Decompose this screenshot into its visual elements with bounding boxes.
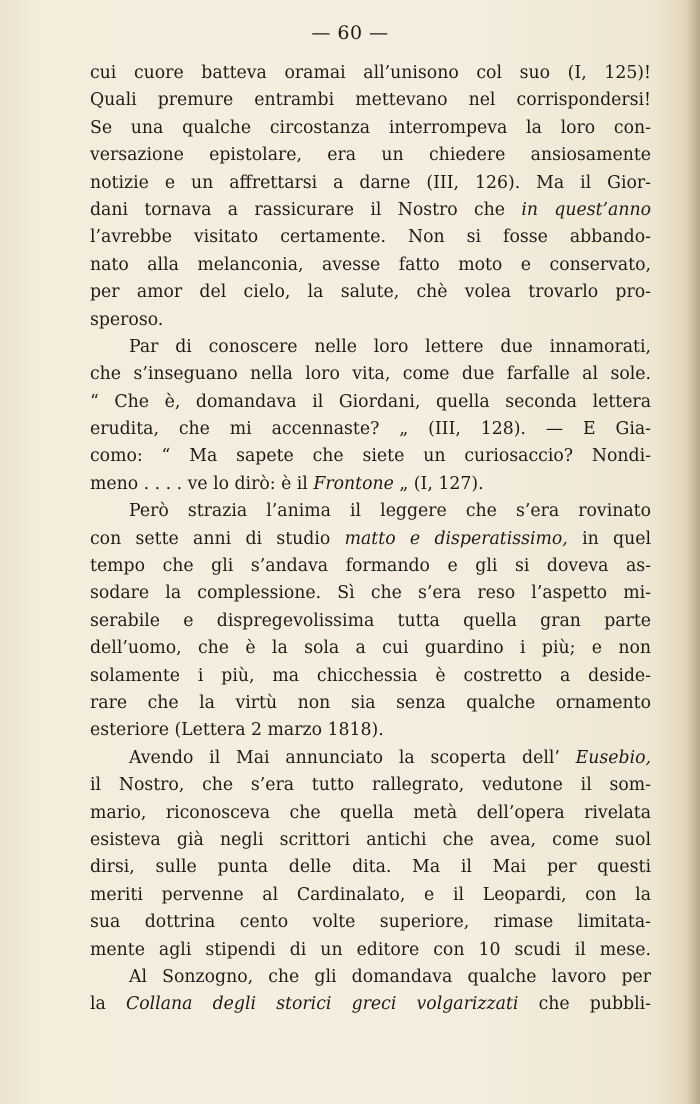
- text-line: [90, 498, 651, 525]
- text-line-roman: tempo che gli s’andava formando e gli si doveva as-: [90, 556, 651, 577]
- text-line: [90, 279, 651, 306]
- text-line-roman: esteriore (Lettera 2 marzo 1818).: [90, 720, 384, 741]
- text-line: [90, 580, 651, 607]
- text-line-roman: mente agli stipendi di un editore con 10 scudi il mese.: [90, 939, 651, 960]
- text-line-roman: erudita, che mi accennaste? „ (III, 128). — E Gia-: [90, 419, 651, 440]
- text-line-italic: in quest’anno: [521, 199, 651, 220]
- text-line-roman: il Nostro, che s’era tutto rallegrato, vedutone il som-: [90, 775, 651, 796]
- text-line: [90, 389, 651, 416]
- text-line-italic: Frontone: [313, 473, 394, 494]
- text-line-roman: sua dottrina cento volte superiore, rimase limitata-: [90, 912, 651, 933]
- text-line: [90, 663, 651, 690]
- text-line: [90, 307, 651, 334]
- text-line-roman: esisteva già negli scrittori antichi che avea, come suol: [90, 829, 651, 850]
- text-line: [90, 416, 651, 443]
- text-line: [90, 142, 651, 169]
- text-line-roman: rare che la virtù non sia senza qualche ornamento: [90, 692, 651, 713]
- text-line-roman: cui cuore batteva oramai all’unisono col suo (I, 125)!: [90, 63, 651, 83]
- text-line-roman: speroso.: [90, 309, 164, 330]
- text-line-roman: Però strazia l’anima il leggere che s’era rovinato: [129, 501, 651, 522]
- text-line: [90, 608, 651, 635]
- text-line-italic: matto e disperatissimo,: [344, 528, 568, 549]
- text-line: [90, 443, 651, 470]
- text-line-italic: Collana degli storici greci volgarizzati: [126, 994, 519, 1015]
- text-line-roman: meriti pervenne al Cardinalato, e il Leopardi, con la: [90, 884, 651, 905]
- text-line: [90, 909, 651, 936]
- text-line-roman: Avendo il Mai annunciato la scoperta dell’: [129, 747, 576, 768]
- text-line-roman: dirsi, sulle punta delle dita. Ma il Mai per questi: [90, 857, 651, 878]
- text-line-roman: serabile e dispregevolissima tutta quella gran parte: [90, 610, 651, 631]
- body-text: [90, 60, 651, 1019]
- text-line: [90, 197, 651, 224]
- text-line: [90, 361, 651, 388]
- text-line-roman: Par di conoscere nelle loro lettere due innamorati,: [129, 336, 651, 357]
- text-line-roman: che s’inseguano nella loro vita, come due farfalle al sole.: [90, 364, 651, 385]
- text-line: [90, 87, 651, 114]
- text-line-italic: Eusebio,: [575, 747, 651, 768]
- text-line-roman: meno . . . . ve lo dirò: è il: [90, 473, 314, 494]
- page-edge-shadow: [686, 0, 700, 1104]
- text-line-roman: la: [90, 994, 127, 1015]
- text-line: [90, 471, 651, 498]
- text-line-roman-after: in quel: [567, 528, 652, 549]
- text-line: [90, 717, 651, 744]
- text-line-roman-after: che pubbli-: [518, 994, 652, 1015]
- text-line: [90, 60, 651, 87]
- text-line-roman: nato alla melanconia, avesse fatto moto e conservato,: [90, 254, 651, 275]
- text-line: [90, 882, 651, 909]
- text-line: [90, 827, 651, 854]
- text-line-roman: con sette anni di studio: [90, 528, 345, 549]
- text-line: [90, 937, 651, 964]
- text-line-roman: l’avrebbe visitato certamente. Non si fosse abbando-: [90, 227, 651, 248]
- text-line: [90, 991, 651, 1018]
- text-line-roman-after: „ (I, 127).: [393, 473, 484, 494]
- text-line: [90, 115, 651, 142]
- text-line-roman: sodare la complessione. Sì che s’era reso l’aspetto mi-: [90, 583, 651, 604]
- text-line-roman: Se una qualche circostanza interrompeva la loro con-: [90, 117, 651, 138]
- text-line-roman: versazione epistolare, era un chiedere ansiosamente: [90, 145, 651, 166]
- text-line-roman: solamente i più, ma chicchessia è costretto a deside-: [90, 665, 651, 686]
- text-line-roman: Quali premure entrambi mettevano nel corrispondersi!: [90, 90, 651, 111]
- text-line-roman: per amor del cielo, la salute, chè volea trovarlo pro-: [90, 282, 651, 303]
- text-line: [90, 690, 651, 717]
- text-line: [90, 252, 651, 279]
- text-line: [90, 224, 651, 251]
- text-line: [90, 553, 651, 580]
- text-line: [90, 854, 651, 881]
- text-line-roman: mario, riconosceva che quella metà dell’opera rivelata: [90, 802, 651, 823]
- text-line: [90, 964, 651, 991]
- text-line: [90, 635, 651, 662]
- text-line: [90, 772, 651, 799]
- text-line-roman: “ Che è, domandava il Giordani, quella seconda lettera: [90, 391, 651, 412]
- text-line-roman: notizie e un affrettarsi a darne (III, 126). Ma il Gior-: [90, 172, 651, 193]
- text-line: [90, 170, 651, 197]
- text-line: [90, 334, 651, 361]
- page-number: — 60 —: [311, 22, 389, 44]
- text-line: [90, 745, 651, 772]
- text-line-roman: como: “ Ma sapete che siete un curiosaccio? Nondi-: [90, 446, 651, 467]
- text-line: [90, 526, 651, 553]
- text-line-roman: dell’uomo, che è la sola a cui guardino i più; e non: [90, 638, 651, 659]
- text-line-roman: Al Sonzogno, che gli domandava qualche lavoro per: [129, 966, 651, 987]
- text-line-roman: dani tornava a rassicurare il Nostro che: [90, 199, 522, 220]
- text-line: [90, 800, 651, 827]
